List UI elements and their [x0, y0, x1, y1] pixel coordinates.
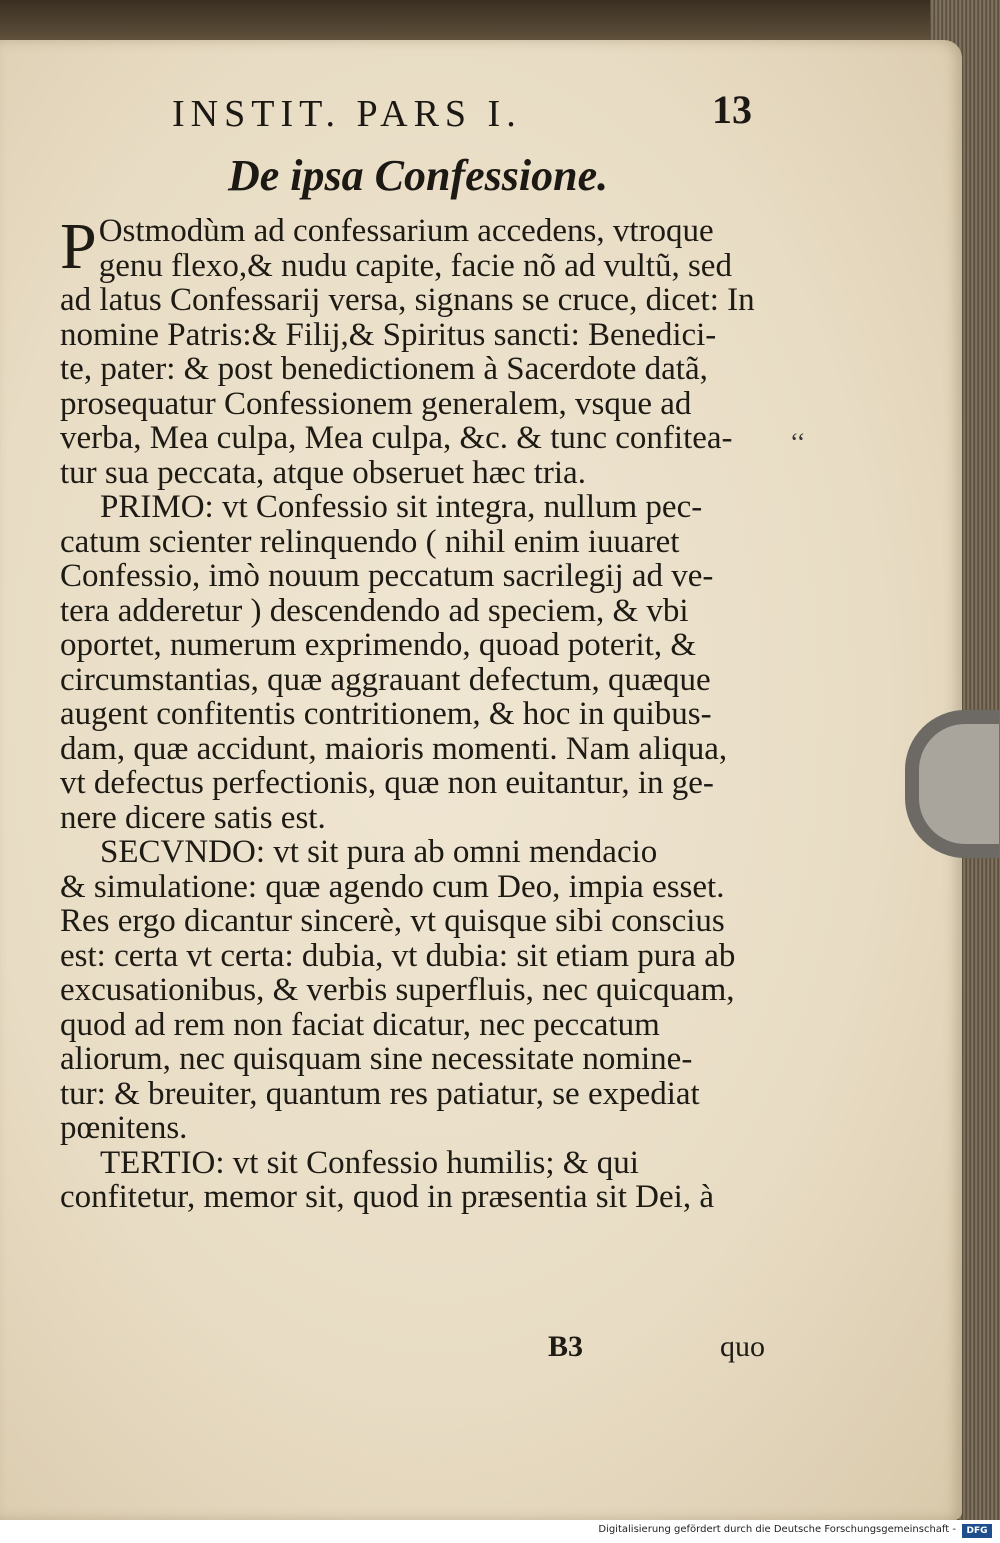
body-text — [60, 210, 785, 1215]
text-line: ad latus Confessarij versa, signans se cruce, dicet: In — [60, 282, 755, 318]
paragraph-primo: PRIMO: vt Confessio sit integra, nullum pec- — [100, 489, 703, 525]
text-line: confitetur, memor sit, quod in præsentia sit Dei, à — [60, 1179, 714, 1215]
text-line: nomine Patris:& Filij,& Spiritus sancti: Benedici- — [60, 316, 717, 353]
credit-text: Digitalisierung gefördert durch die Deutsche Forschungsgemeinschaft - — [598, 1524, 956, 1535]
page-clip — [905, 710, 999, 858]
section-title: De ipsa Confessione. — [228, 151, 609, 200]
catchword: quo — [720, 1330, 765, 1363]
text-line: excusationibus, & verbis superfluis, nec quicquam, — [60, 972, 735, 1008]
paragraph-tertio: TERTIO: vt sit Confessio humilis; & qui — [100, 1144, 639, 1181]
text-line: te, pater: & post benedictionem à Sacerdote datã, — [60, 351, 708, 387]
drop-cap: P — [60, 210, 97, 283]
paragraph-secundo: SECVNDO: vt sit pura ab omni mendacio — [100, 834, 658, 870]
text-line: Res ergo dicantur sincerè, vt quisque sibi conscius — [60, 903, 725, 939]
text-line: augent confitentis contritionem, & hoc in quibus- — [60, 696, 712, 732]
text-line: pœnitens. — [60, 1110, 188, 1146]
margin-mark: ‘‘ — [790, 428, 806, 457]
signature-mark: B3 — [548, 1330, 584, 1363]
text-line: catum scienter relinquendo ( nihil enim iuuaret — [60, 523, 680, 560]
text-line: & simulatione: quæ agendo cum Deo, impia esset. — [60, 868, 725, 905]
text-line: tur sua peccata, atque obseruet hæc tria. — [60, 454, 586, 491]
text-line: oportet, numerum exprimendo, quoad poterit, & — [60, 627, 697, 663]
text-line: aliorum, nec quisquam sine necessitate nomine- — [60, 1041, 693, 1077]
text-line: vt defectus perfectionis, quæ non euitantur, in ge- — [60, 765, 714, 801]
text-line: genu flexo,& nudu capite, facie nõ ad vultũ, sed — [98, 247, 732, 284]
text-line: prosequatur Confessionem generalem, vsque ad — [60, 385, 692, 422]
page-number: 13 — [712, 87, 752, 132]
text-line: verba, Mea culpa, Mea culpa, &c. & tunc confitea- — [60, 420, 733, 456]
dfg-logo-icon: DFG — [962, 1524, 992, 1538]
text-line: tera adderetur ) descendendo ad speciem, & vbi — [60, 592, 689, 629]
text-line-content: Ostmodùm ad confessarium accedens, vtroque — [98, 213, 714, 249]
text-line: nere dicere satis est. — [60, 799, 326, 836]
text-line: dam, quæ accidunt, maioris momenti. Nam aliqua, — [60, 730, 728, 767]
text-line: Confessio, imò nouum peccatum sacrilegij ad ve- — [60, 558, 714, 594]
text-line: circumstantias, quæ aggrauant defectum, quæque — [60, 661, 711, 698]
running-title: INSTIT. PARS I. — [172, 93, 522, 135]
text-line: quod ad rem non faciat dicatur, nec peccatum — [60, 1006, 660, 1043]
text-line: tur: & breuiter, quantum res patiatur, se expediat — [60, 1075, 700, 1112]
text-line: est: certa vt certa: dubia, vt dubia: sit etiam pura ab — [60, 937, 736, 974]
